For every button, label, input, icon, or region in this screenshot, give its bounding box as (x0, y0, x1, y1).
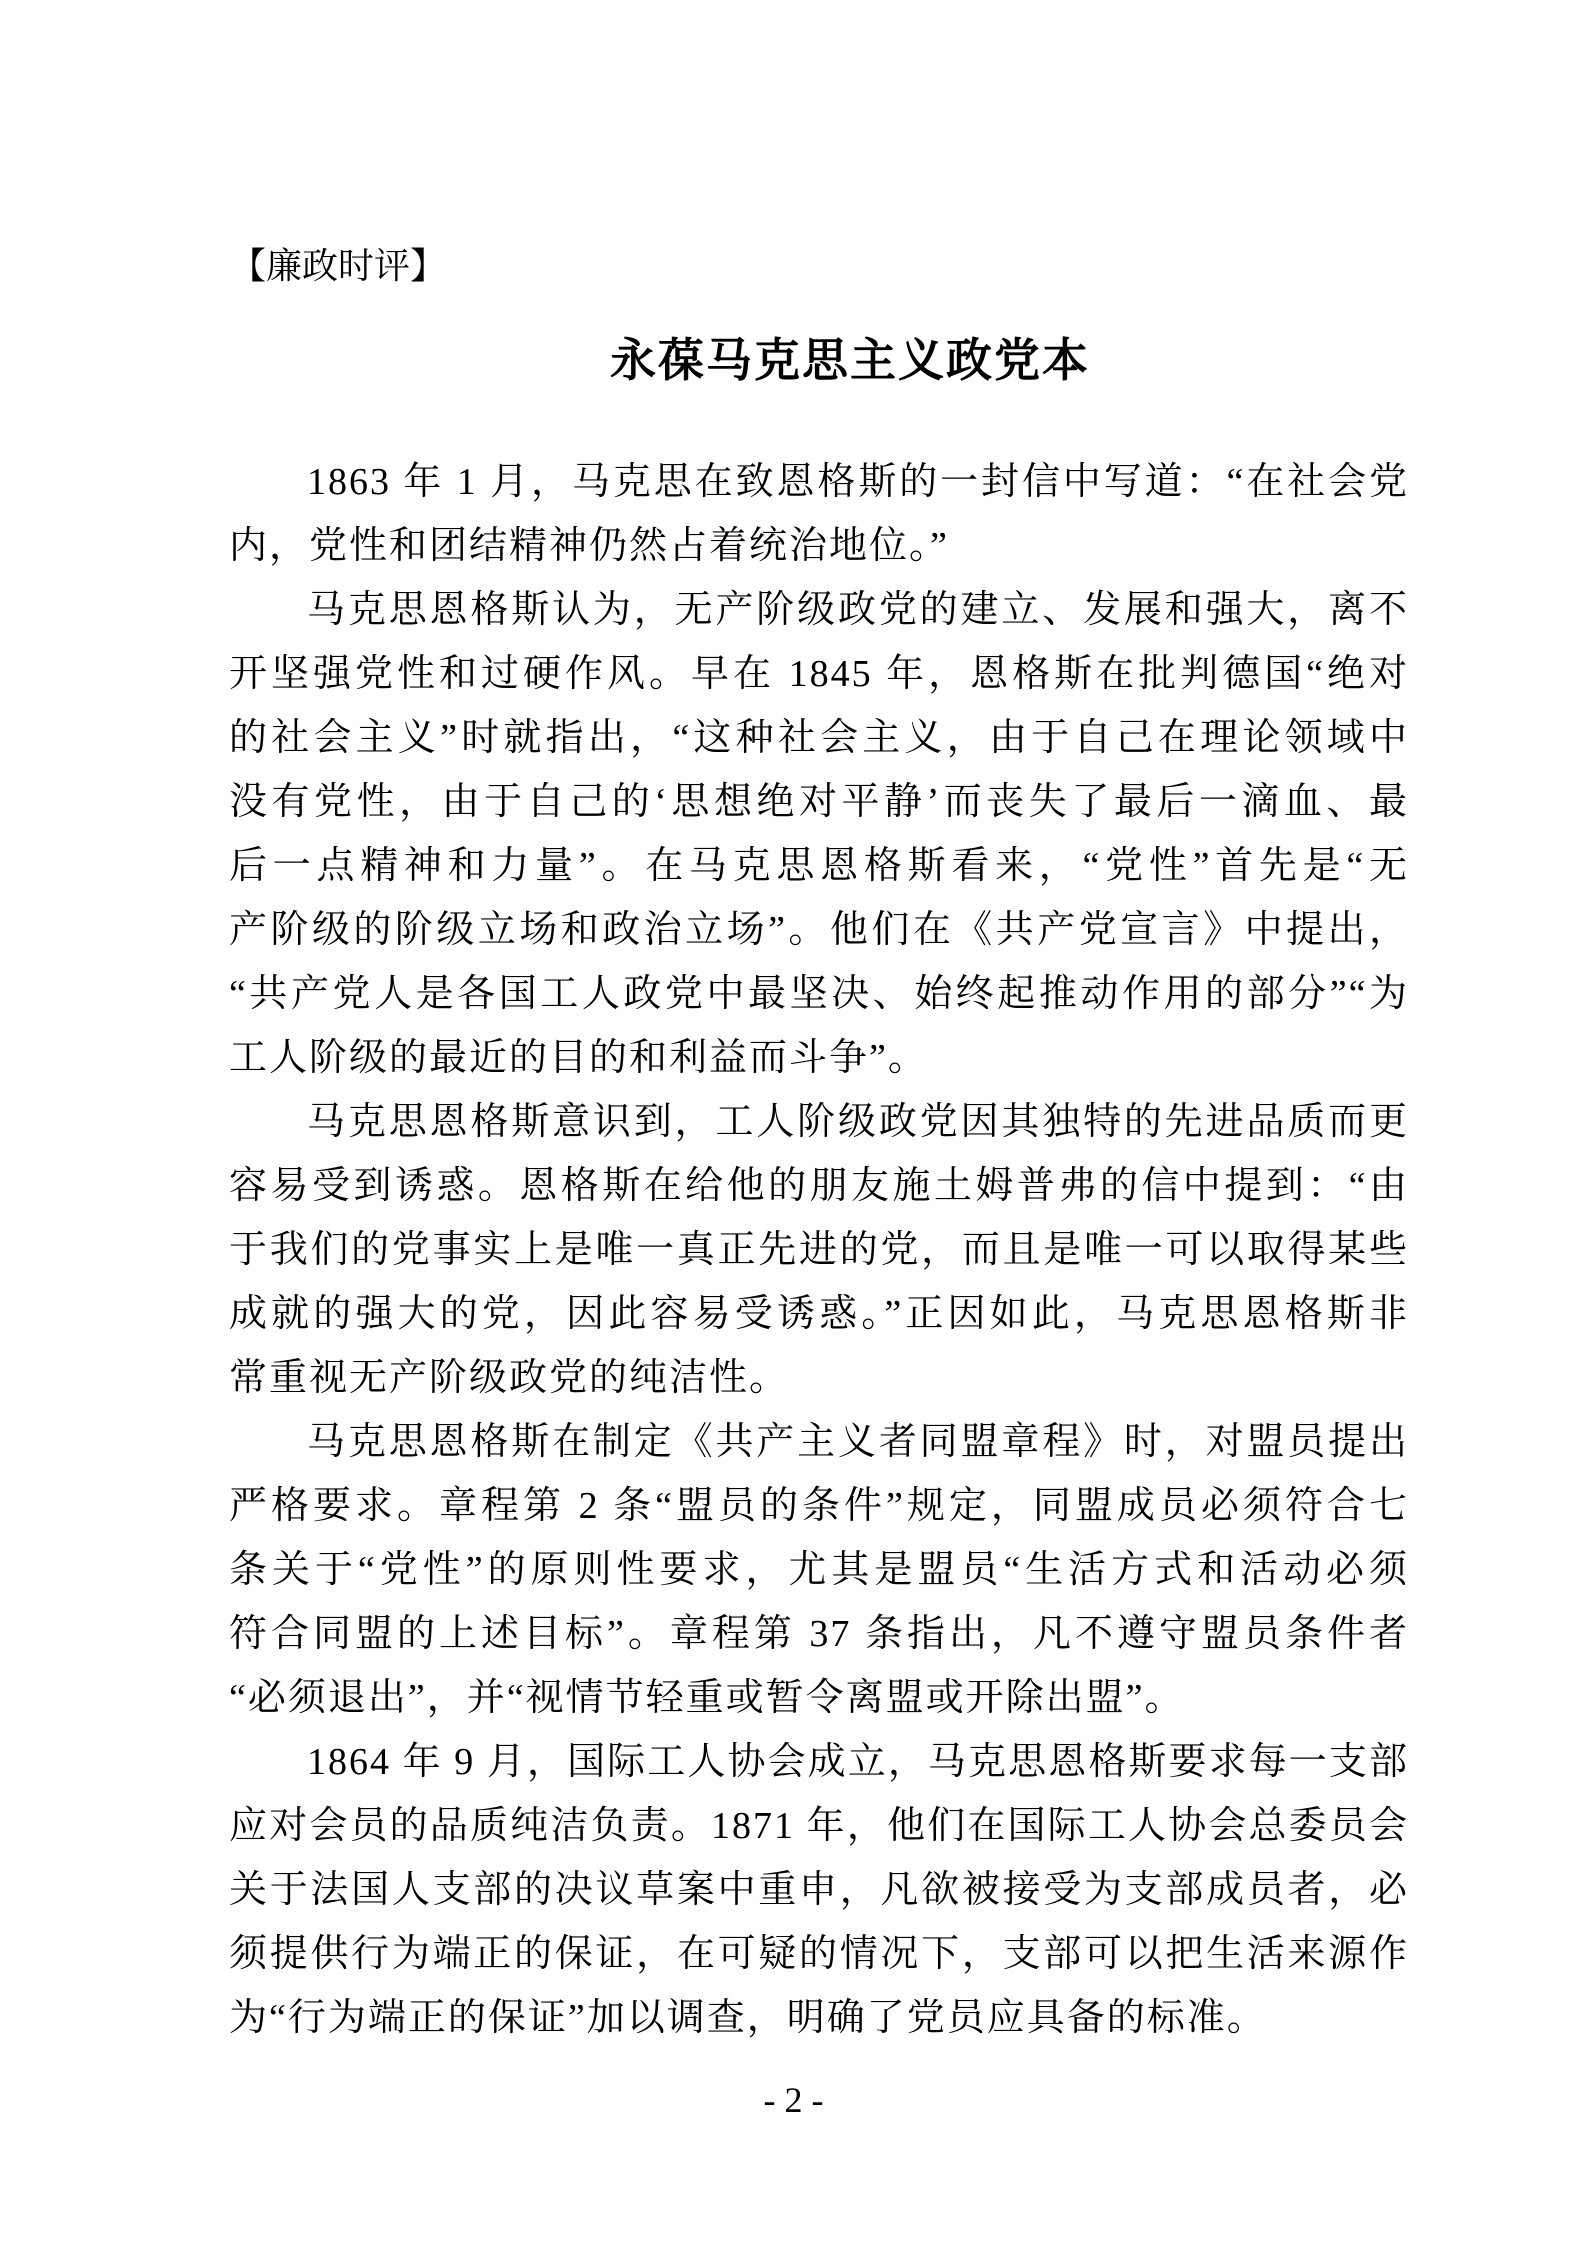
text-line: 常重视无产阶级政党的纯洁性。 (229, 1357, 790, 1399)
text-line: 1863 年 1 月，马克思在致恩格斯的一封信中写道：“在社会党 (307, 461, 1409, 503)
text-line: 后一点精神和力量”。在马克思恩格斯看来，“党性”首先是“无 (229, 845, 1409, 887)
text-line: 条关于“党性”的原则性要求，尤其是盟员“生活方式和活动必须 (229, 1549, 1409, 1591)
text-line: 开坚强党性和过硬作风。早在 1845 年，恩格斯在批判德国“绝对 (229, 653, 1409, 695)
text-line: 为“行为端正的保证”加以调查，明确了党员应具备的标准。 (229, 1997, 1267, 2039)
document-body (229, 450, 1409, 2050)
text-line: 严格要求。章程第 2 条“盟员的条件”规定，同盟成员必须符合七 (229, 1485, 1409, 1527)
text-line: 马克思恩格斯意识到，工人阶级政党因其独特的先进品质而更 (307, 1101, 1409, 1143)
text-line: 工人阶级的最近的目的和利益而斗争”。 (229, 1037, 928, 1079)
text-line: 于我们的党事实上是唯一真正先进的党，而且是唯一可以取得某些 (229, 1229, 1409, 1271)
text-line: 产阶级的阶级立场和政治立场”。他们在《共产党宣言》中提出， (229, 909, 1409, 951)
text-line: 马克思恩格斯在制定《共产主义者同盟章程》时，对盟员提出 (307, 1421, 1409, 1463)
section-label: 【廉政时评】 (230, 246, 447, 286)
document-title: 永葆马克思主义政党本 (610, 335, 1090, 386)
text-line: 关于法国人支部的决议草案中重申，凡欲被接受为支部成员者，必 (229, 1869, 1409, 1911)
text-line: 成就的强大的党，因此容易受诱惑。”正因如此，马克思恩格斯非 (229, 1293, 1409, 1335)
page-number: - 2 - (763, 2080, 824, 2120)
text-line: 没有党性，由于自己的‘思想绝对平静’而丧失了最后一滴血、最 (229, 781, 1409, 823)
text-line: 容易受到诱惑。恩格斯在给他的朋友施土姆普弗的信中提到：“由 (229, 1165, 1409, 1207)
text-line: 内，党性和团结精神仍然占着统治地位。” (229, 525, 949, 567)
text-line: 的社会主义”时就指出，“这种社会主义，由于自己在理论领域中 (229, 717, 1409, 759)
text-line: 马克思恩格斯认为，无产阶级政党的建立、发展和强大，离不 (307, 589, 1409, 631)
text-line: 1864 年 9 月，国际工人协会成立，马克思恩格斯要求每一支部 (307, 1741, 1409, 1783)
text-line: 符合同盟的上述目标”。章程第 37 条指出，凡不遵守盟员条件者 (229, 1613, 1409, 1655)
text-line: 应对会员的品质纯洁负责。1871 年，他们在国际工人协会总委员会 (229, 1805, 1409, 1847)
text-line: 须提供行为端正的保证，在可疑的情况下，支部可以把生活来源作 (229, 1933, 1409, 1975)
text-line: “共产党人是各国工人政党中最坚决、始终起推动作用的部分”“为 (229, 973, 1409, 1015)
text-line: “必须退出”，并“视情节轻重或暂令离盟或开除出盟”。 (229, 1677, 1185, 1719)
